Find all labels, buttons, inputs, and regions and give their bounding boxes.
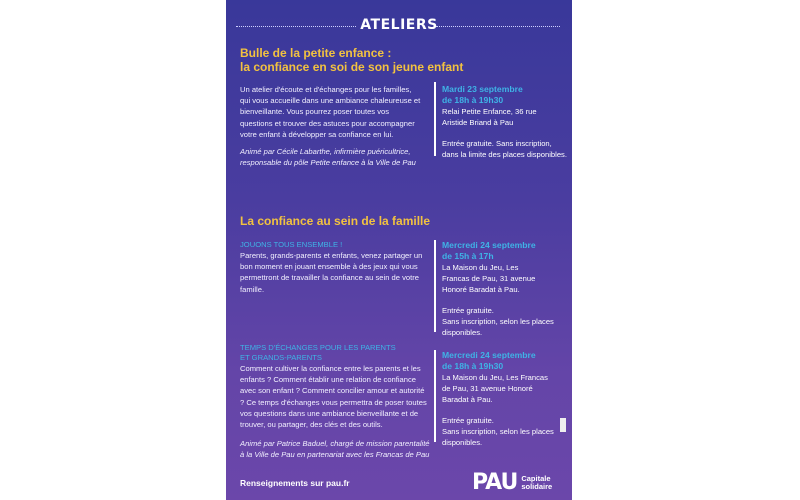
tagline-line: Capitale (521, 473, 551, 483)
divider-line (434, 240, 436, 332)
divider-line (434, 82, 436, 156)
workshop1-body: Parents, grands-parents et enfants, venez partager un bon moment en jouant ensemble à des jeux qui vous permettront de travailler la confiance au sein de votre famille. (240, 251, 423, 294)
workshop2 (240, 343, 430, 461)
section1-details (442, 84, 567, 160)
logo-wordmark: PAU (472, 470, 518, 495)
workshop2-subtitle: ET GRANDS-PARENTS (240, 353, 322, 362)
qr-code-icon (560, 418, 566, 432)
event-place: La Maison du Jeu, Les Francas de Pau, 31 avenue Honoré Baradat à Pau. (442, 373, 548, 404)
workshop2-subtitle: TEMPS D'ÉCHANGES POUR LES PARENTS (240, 343, 396, 352)
section1-credit: Animé par Cécile Labarthe, infirmière puéricultrice, responsable du pôle Petite enfance à la Ville de Pau (240, 147, 416, 168)
footer-info: Renseignements sur pau.fr (240, 478, 350, 488)
heading-line: la confiance en soi de son jeune enfant (240, 60, 464, 74)
section2-heading (240, 214, 430, 228)
pau-logo (472, 470, 552, 495)
event-time: de 18h à 19h30 (442, 95, 504, 105)
event-date: Mercredi 24 septembre (442, 350, 536, 360)
event-entry: Sans inscription, selon les places disponibles. (442, 427, 554, 447)
workshop2-body: Comment cultiver la confiance entre les parents et les enfants ? Comment établir une relation de confiance avec son enfant ? Comment concilier amour et autorité ? Ce temps d'échanges vous permettra de poser toutes vos questions dans une ambiance bienveillante et de trouver, ou partager, des clés et des outils. (240, 364, 427, 430)
event-entry: Entrée gratuite. (442, 306, 494, 315)
logo-tagline (521, 475, 552, 491)
event-place: La Maison du Jeu, Les Francas de Pau, 31 avenue Honoré Baradat à Pau. (442, 263, 536, 294)
workshop1-subtitle: JOUONS TOUS ENSEMBLE ! (240, 240, 343, 249)
event-entry: Entrée gratuite. Sans inscription, dans la limite des places disponibles. (442, 139, 567, 159)
workshop1 (240, 240, 425, 295)
heading-line: La confiance au sein de la famille (240, 214, 431, 228)
event-date: Mardi 23 septembre (442, 84, 523, 94)
event-time: de 18h à 19h30 (442, 361, 504, 371)
poster (226, 0, 572, 500)
event-date: Mercredi 24 septembre (442, 240, 536, 250)
tagline-line: solidaire (521, 481, 553, 491)
wave-divider-right (436, 26, 560, 30)
section1-body: Un atelier d'écoute et d'échanges pour les familles, qui vous accueille dans une ambiance chaleureuse et bienveillante. Vous pourrez poser toutes vos questions et trouver des astuces pour accompagner votre enfant à développer sa confiance en lui. (240, 85, 421, 139)
divider-line (434, 350, 436, 442)
poster-title: ATELIERS (360, 17, 438, 33)
event-time: de 15h à 17h (442, 251, 494, 261)
event-place: Relai Petite Enfance, 36 rue Aristide Briand à Pau (442, 107, 537, 127)
workshop2-details (442, 350, 557, 448)
event-entry: Entrée gratuite. (442, 416, 494, 425)
event-entry: Sans inscription, selon les places disponibles. (442, 317, 554, 337)
section1-heading (240, 46, 463, 74)
heading-line: Bulle de la petite enfance : (240, 46, 392, 60)
workshop2-credit: Animé par Patrice Baduel, chargé de mission parentalité à la Ville de Pau en partenariat avec les Francas de Pau (240, 439, 430, 460)
workshop1-details (442, 240, 557, 338)
